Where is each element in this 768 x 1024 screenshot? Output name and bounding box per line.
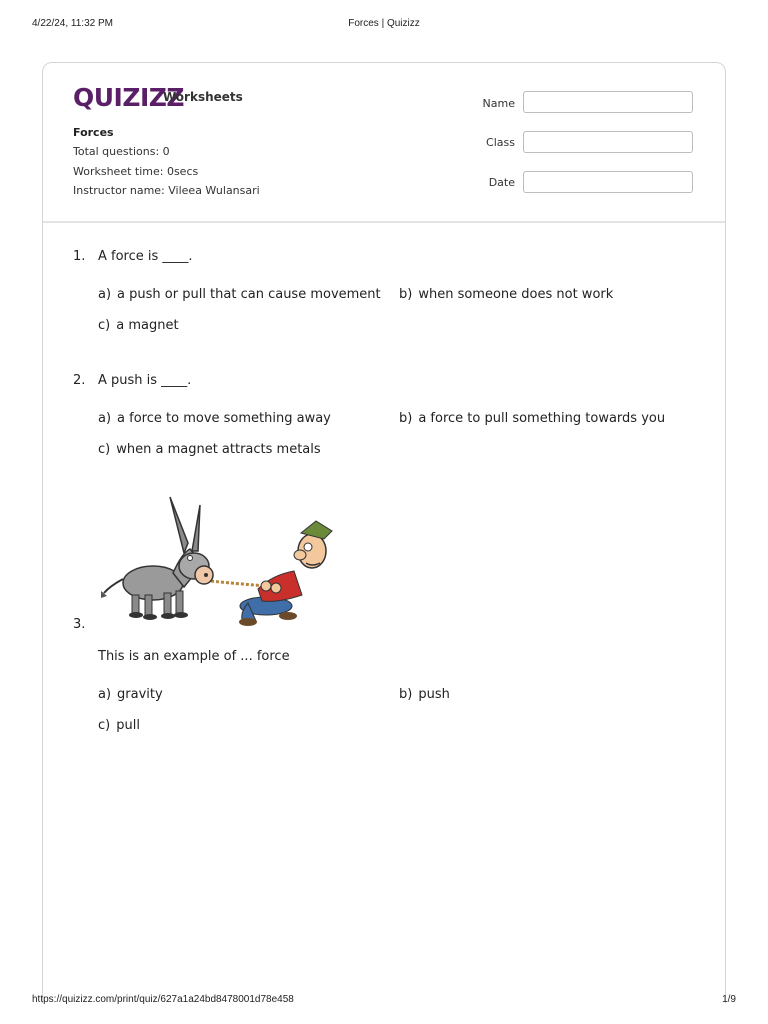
- option-text: a push or pull that can cause movement: [117, 287, 381, 302]
- option-letter: c): [98, 718, 111, 733]
- quizizz-logo: QUIZIZZ: [73, 83, 185, 112]
- print-footer: [32, 994, 736, 1008]
- option-c: [98, 718, 140, 733]
- option-text: gravity: [117, 687, 163, 702]
- option-text: a magnet: [116, 318, 179, 333]
- option-text: a force to move something away: [117, 411, 331, 426]
- option-text: when someone does not work: [418, 287, 614, 302]
- option-a: [98, 287, 381, 302]
- option-text: a force to pull something towards you: [418, 411, 666, 426]
- question-text: A push is ____.: [98, 373, 192, 388]
- worksheet-card: [42, 62, 726, 1003]
- question-number: 1.: [73, 249, 86, 264]
- option-letter: b): [399, 287, 413, 302]
- page-number: 1/9: [722, 994, 736, 1005]
- question-number: 2.: [73, 373, 86, 388]
- option-letter: c): [98, 318, 111, 333]
- option-letter: a): [98, 411, 112, 426]
- total-questions: Total questions: 0: [73, 145, 170, 158]
- question-text: This is an example of ... force: [98, 649, 290, 664]
- date-field[interactable]: [523, 171, 693, 193]
- option-a: [98, 411, 331, 426]
- option-text: when a magnet attracts metals: [116, 442, 321, 457]
- print-url: https://quizizz.com/print/quiz/627a1a24bd8478001d78e458: [32, 994, 294, 1005]
- print-page-title: Forces | Quizizz: [348, 18, 420, 29]
- option-letter: c): [98, 442, 111, 457]
- class-label: Class: [486, 136, 515, 149]
- option-letter: b): [399, 411, 413, 426]
- question-number: 3.: [73, 617, 86, 632]
- worksheets-label: Worksheets: [163, 90, 243, 104]
- option-c: [98, 318, 179, 333]
- worksheet-header: [43, 63, 725, 223]
- date-label: Date: [488, 176, 515, 189]
- worksheet-time: Worksheet time: 0secs: [73, 165, 199, 178]
- option-a: [98, 687, 163, 702]
- print-timestamp: 4/22/24, 11:32 PM: [32, 18, 113, 29]
- option-b: [399, 411, 665, 426]
- option-letter: b): [399, 687, 413, 702]
- name-field[interactable]: [523, 91, 693, 113]
- question-text: A force is ____.: [98, 249, 193, 264]
- class-field[interactable]: [523, 131, 693, 153]
- quiz-title: Forces: [73, 126, 114, 139]
- option-c: [98, 442, 321, 457]
- print-header: [32, 18, 736, 32]
- donkey-tug-of-war-illustration: [98, 491, 348, 631]
- option-text: pull: [116, 718, 140, 733]
- option-letter: a): [98, 687, 112, 702]
- option-text: push: [418, 687, 450, 702]
- option-b: [399, 287, 613, 302]
- instructor-name: Instructor name: Vileea Wulansari: [73, 184, 260, 197]
- name-label: Name: [482, 97, 515, 110]
- option-b: [399, 687, 450, 702]
- option-letter: a): [98, 287, 112, 302]
